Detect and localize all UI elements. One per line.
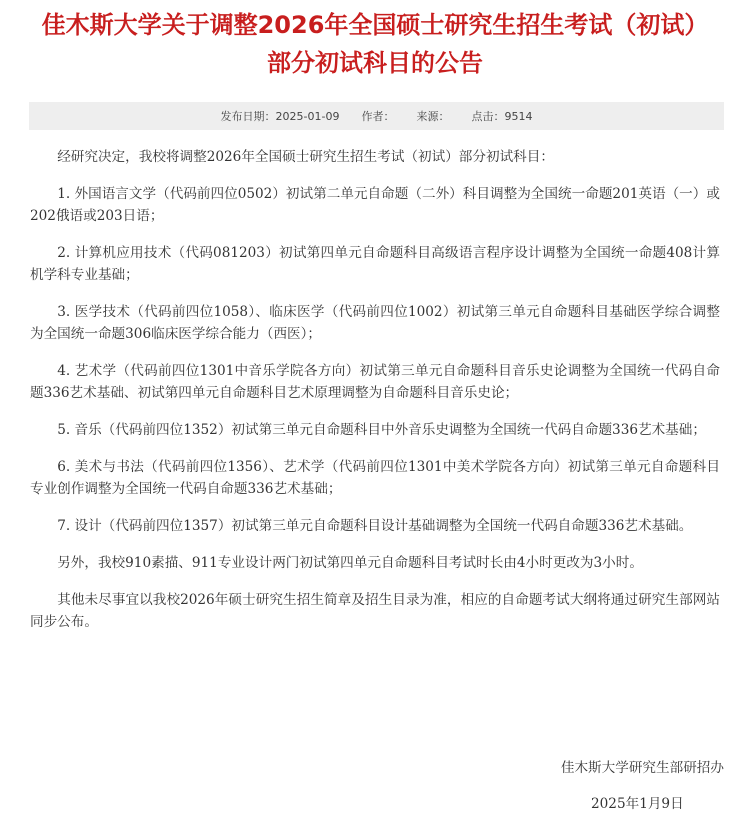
source <box>416 108 449 124</box>
click-count-value: 9514 <box>504 110 533 123</box>
article-meta-bar <box>29 102 724 130</box>
source-label: 来源： <box>416 110 450 123</box>
article-body <box>30 146 720 648</box>
body-paragraph: 7. 设计（代码前四位1357）初试第三单元自命题科目设计基础调整为全国统一代码自命题336艺术基础。 <box>57 518 693 534</box>
body-paragraph: 6. 美术与书法（代码前四位1356）、艺术学（代码前四位1301中美术学院各方向）初试第三单元自命题科目专业创作调整为全国统一代码自命题336艺术基础； <box>30 459 720 497</box>
page-title <box>0 0 750 82</box>
publish-date <box>221 108 340 124</box>
author-label: 作者： <box>361 110 395 123</box>
page-title-line-1: 佳木斯大学关于调整2026年全国硕士研究生招生考试（初试） <box>41 11 709 39</box>
click-count-label: 点击： <box>471 110 505 123</box>
body-paragraph: 3. 医学技术（代码前四位1058）、临床医学（代码前四位1002）初试第三单元自命题科目基础医学综合调整为全国统一命题306临床医学综合能力（西医）； <box>30 304 720 342</box>
author <box>361 108 394 124</box>
publish-date-value: 2025-01-09 <box>275 110 340 123</box>
body-paragraph: 1. 外国语言文学（代码前四位0502）初试第二单元自命题（二外）科目调整为全国统一命题201英语（一）或202俄语或203日语； <box>30 186 720 224</box>
signature: 佳木斯大学研究生部研招办 <box>560 760 724 776</box>
body-paragraph: 2. 计算机应用技术（代码081203）初试第四单元自命题科目高级语言程序设计调整为全国统一命题408计算机学科专业基础； <box>30 245 720 283</box>
intro-paragraph: 经研究决定，我校将调整2026年全国硕士研究生招生考试（初试）部分初试科目： <box>57 149 554 165</box>
publish-date-label: 发布日期： <box>220 110 276 123</box>
body-paragraph: 4. 艺术学（代码前四位1301中音乐学院各方向）初试第三单元自命题科目音乐史论调整为全国统一代码自命题336艺术基础、初试第四单元自命题科目艺术原理调整为自命题科目音乐史论； <box>30 363 720 401</box>
body-paragraph: 5. 音乐（代码前四位1352）初试第三单元自命题科目中外音乐史调整为全国统一代码自命题336艺术基础； <box>57 422 706 438</box>
click-count <box>471 108 532 124</box>
body-paragraph: 另外，我校910素描、911专业设计两门初试第四单元自命题科目考试时长由4小时更改为3小时。 <box>57 555 643 571</box>
signature-date: 2025年1月9日 <box>591 796 684 812</box>
page-title-line-2: 部分初试科目的公告 <box>267 49 483 77</box>
body-paragraph: 其他未尽事宜以我校2026年硕士研究生招生简章及招生目录为准，相应的自命题考试大纲将通过研究生部网站同步公布。 <box>30 592 720 630</box>
